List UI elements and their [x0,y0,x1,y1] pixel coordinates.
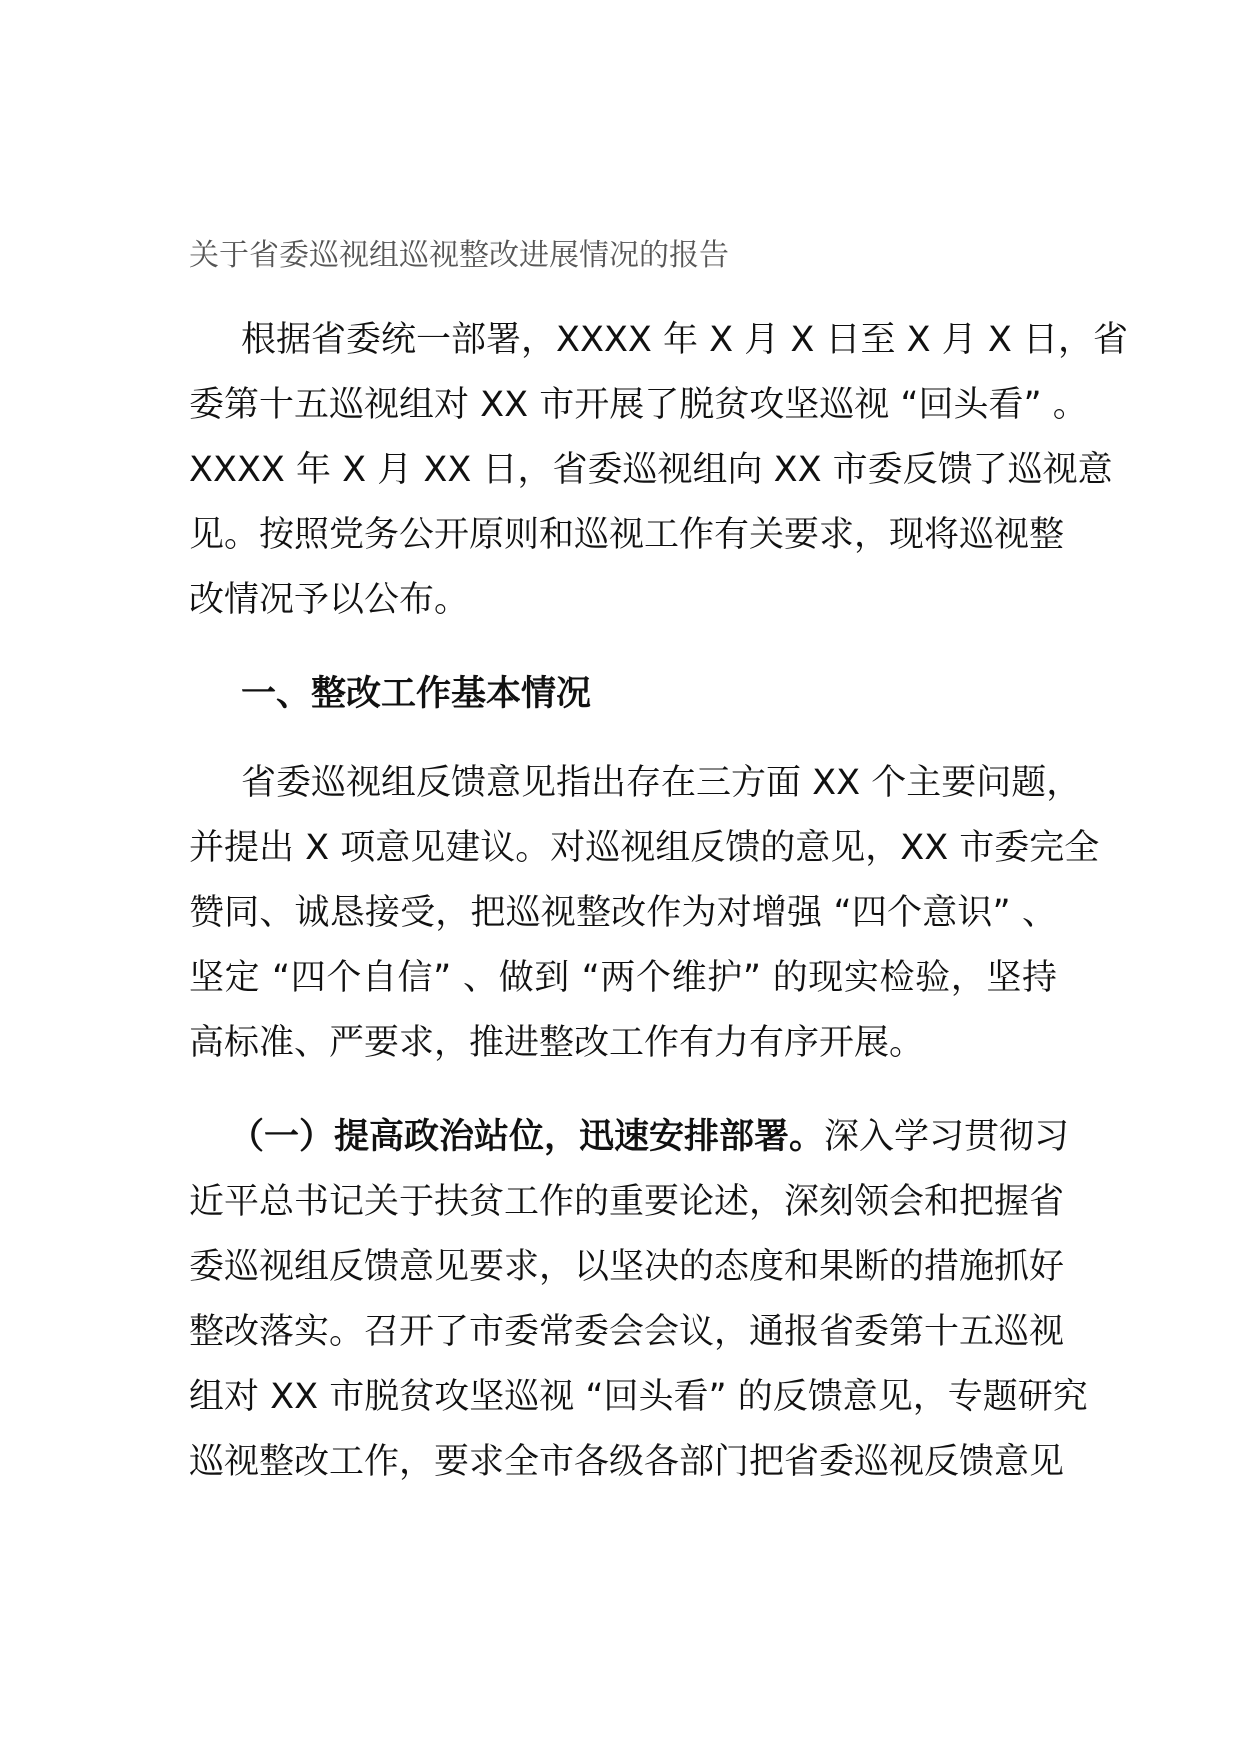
text-span: 深入学习贯彻习 [824,1117,1070,1157]
text-line: 根据省委统一部署，XXXX 年 X 月 X 日至 X 月 X 日，省 [241,320,1128,360]
text-line: 委巡视组反馈意见要求，以坚决的态度和果断的措施抓好 [189,1247,1065,1287]
text-line: 省委巡视组反馈意见指出存在三方面 XX 个主要问题， [241,763,1082,803]
text-line: 见。按照党务公开原则和巡视工作有关要求，现将巡视整 [189,515,1065,555]
paragraph-intro [189,308,1128,633]
text-line: 整改落实。召开了市委常委会会议，通报省委第十五巡视 [189,1312,1065,1352]
text-line: 组对 XX 市脱贫攻坚巡视 “回头看” 的反馈意见，专题研究 [189,1377,1088,1417]
text-line: 坚定 “四个自信” 、做到 “两个维护” 的现实检验，坚持 [189,958,1057,998]
text-line: 赞同、诚恳接受，把巡视整改作为对增强 “四个意识” 、 [189,893,1057,933]
paragraph-subsection-1 [189,1105,1088,1495]
text-line: XXXX 年 X 月 XX 日，省委巡视组向 XX 市委反馈了巡视意 [189,450,1113,490]
section-heading-block [189,662,1057,727]
text-line: 改情况予以公布。 [189,580,470,620]
text-line: 巡视整改工作，要求全市各级各部门把省委巡视反馈意见 [189,1442,1065,1482]
text-line: 近平总书记关于扶贫工作的重要论述，深刻领会和把握省 [189,1182,1065,1222]
text-line: 高标准、严要求，推进整改工作有力有序开展。 [189,1023,925,1063]
subsection-heading: （一）提高政治站位，迅速安排部署。 [229,1117,825,1157]
text-line [189,1105,1070,1170]
document-title: 关于省委巡视组巡视整改进展情况的报告 [189,238,729,273]
text-line: 并提出 X 项意见建议。对巡视组反馈的意见，XX 市委完全 [189,828,1100,868]
paragraph-summary [189,751,1100,1076]
section-heading: 一、整改工作基本情况 [241,674,592,714]
text-line: 委第十五巡视组对 XX 市开展了脱贫攻坚巡视 “回头看” 。 [189,385,1088,425]
